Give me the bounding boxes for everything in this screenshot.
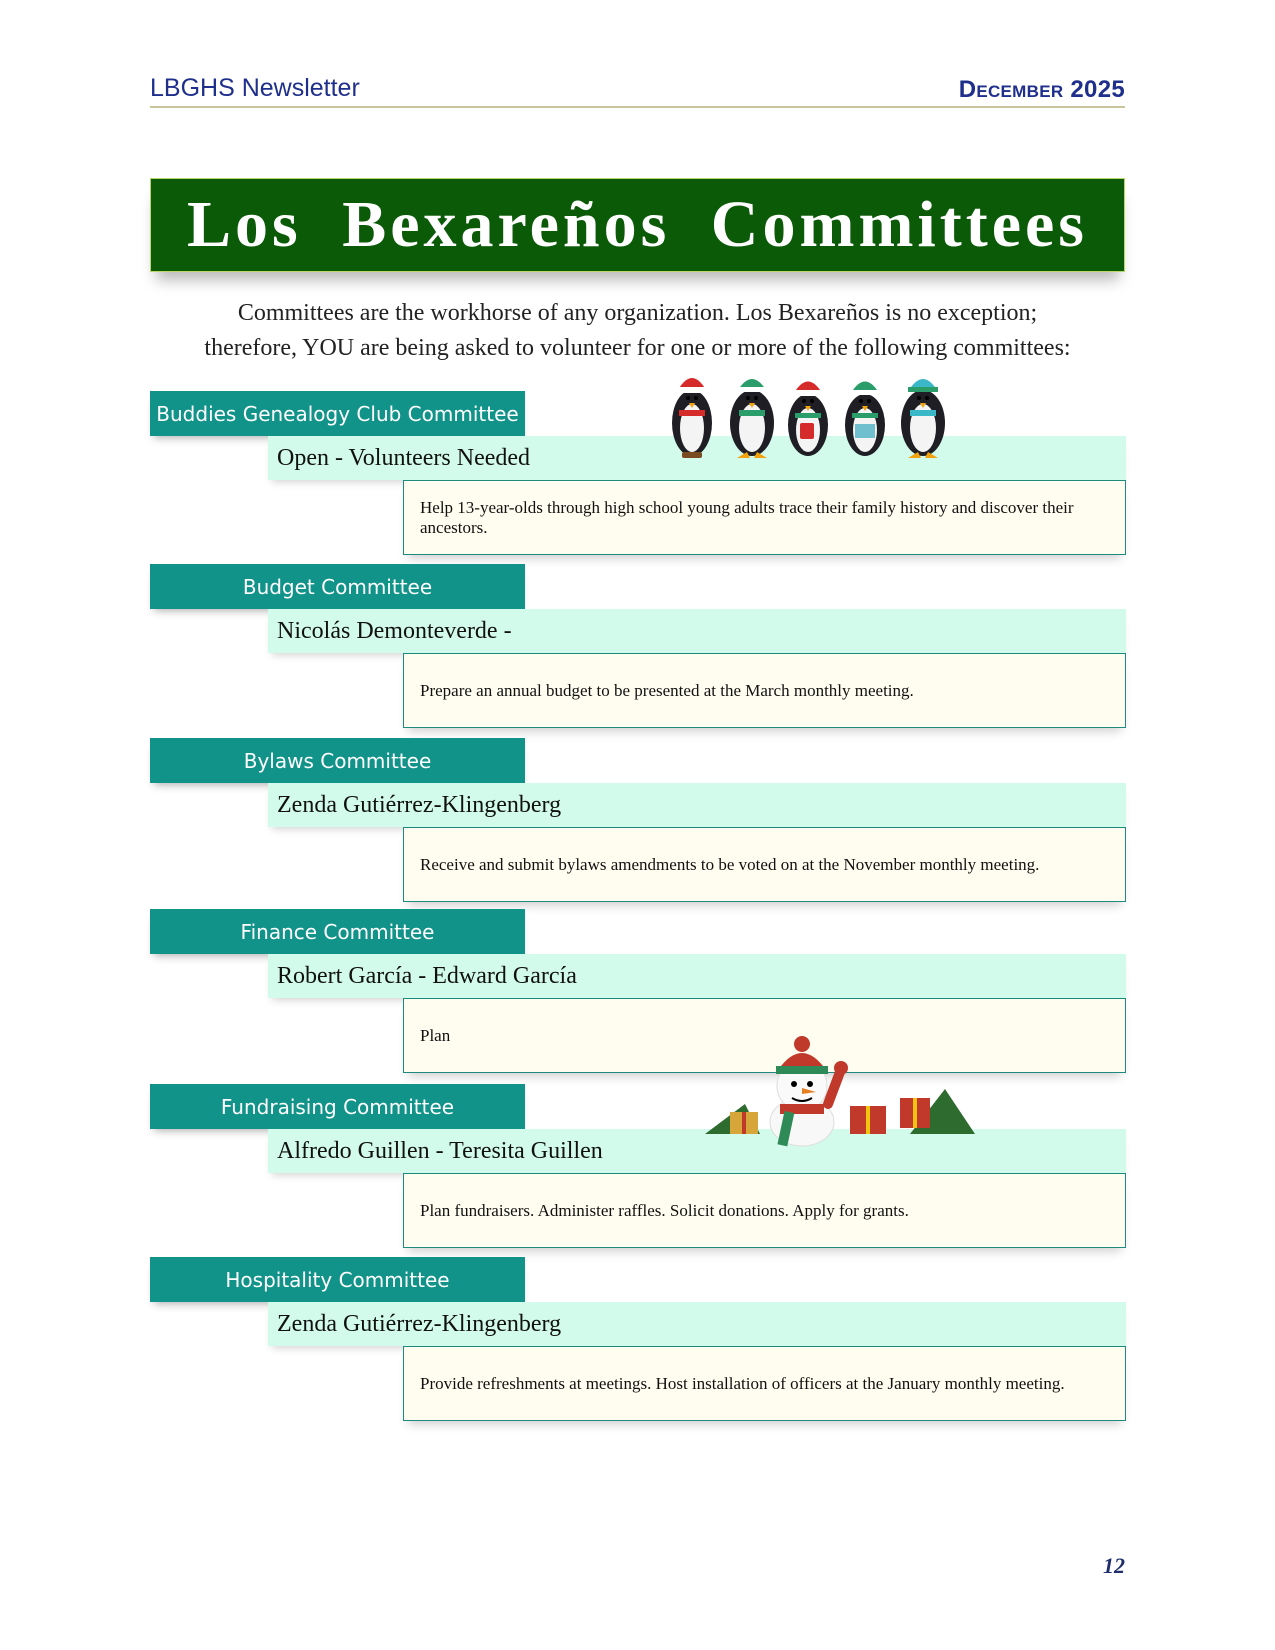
description-text: Receive and submit bylaws amendments to be voted on at the November monthly meeting. [420, 854, 1040, 874]
committee-members: Zenda Gutiérrez-Klingenberg [268, 1302, 1126, 1346]
committee-title: Bylaws Committee [150, 738, 525, 783]
committee-description [403, 480, 1126, 555]
committee-members: Robert García - Edward García [268, 954, 1126, 998]
committee-members: Alfredo Guillen - Teresita Guillen [268, 1129, 1126, 1173]
header-divider [150, 106, 1125, 108]
committee-description [403, 1173, 1126, 1248]
penguin-icon [901, 379, 945, 458]
committee-members: Nicolás Demonteverde - [268, 609, 1126, 653]
committee-title: Hospitality Committee [150, 1257, 525, 1302]
committee-members: Zenda Gutiérrez-Klingenberg [268, 783, 1126, 827]
newsletter-name: LBGHS Newsletter [150, 74, 360, 102]
committee-title: Budget Committee [150, 564, 525, 609]
committee-hospitality [150, 1257, 1126, 1435]
description-text: Help 13-year-olds through high school young adults trace their family history and discover their ancestors. [420, 497, 1074, 537]
committee-description [403, 1346, 1126, 1421]
committee-title: Buddies Genealogy Club Committee [150, 391, 525, 436]
snowman-icon [770, 1036, 848, 1146]
penguin-icon [788, 382, 828, 457]
issue-date: December 2025 [958, 76, 1125, 103]
intro-line-2: therefore, YOU are being asked to volunteer for one or more of the following committees: [204, 335, 1071, 361]
penguin-icon [845, 382, 885, 457]
page-title: Los Bexareños Committees [187, 188, 1088, 261]
committee-members: Open - Volunteers Needed [268, 436, 1126, 480]
page-number: 12 [1103, 1553, 1125, 1578]
description-text: Provide refreshments at meetings. Host installation of officers at the January monthly meeting. [420, 1373, 1065, 1393]
committee-budget [150, 564, 1126, 742]
penguins-illustration [660, 368, 960, 468]
description-text: Plan fundraisers. Administer raffles. Solicit donations. Apply for grants. [420, 1200, 909, 1220]
committee-bylaws [150, 738, 1126, 916]
description-text: Prepare an annual budget to be presented at the March monthly meeting. [420, 680, 914, 700]
intro-line-1: Committees are the workhorse of any organization. Los Bexareños is no exception; [237, 300, 1038, 326]
penguin-icon [730, 379, 774, 458]
penguin-icon [672, 378, 712, 458]
committee-description [403, 653, 1126, 728]
committee-title: Finance Committee [150, 909, 525, 954]
description-text: Plan [420, 1025, 451, 1045]
committee-title: Fundraising Committee [150, 1084, 525, 1129]
committee-buddies [150, 391, 1126, 569]
title-banner [150, 178, 1125, 272]
committee-description [403, 827, 1126, 902]
intro-text [150, 296, 1125, 366]
snowman-illustration [700, 1034, 980, 1154]
